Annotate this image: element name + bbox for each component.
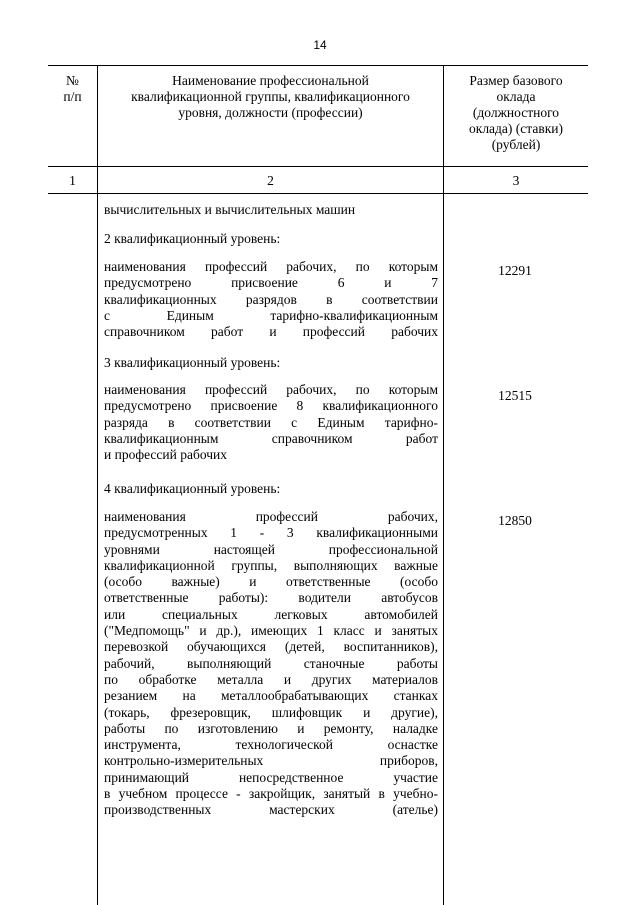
header-number-line: № [66, 73, 79, 88]
description-line: предусмотрено присвоение 8 квалификационного [104, 398, 438, 414]
page-number: 14 [313, 38, 327, 52]
level-2-description [104, 259, 438, 340]
header-name-line: уровня, должности (профессии) [178, 105, 363, 120]
level-3-salary: 12515 [498, 388, 532, 403]
description-line: работы по изготовлению и ремонту, наладке [104, 720, 438, 736]
column-divider-1 [97, 65, 98, 905]
header-number-line: п/п [63, 89, 82, 104]
description-line: в учебном процессе - закройщик, занятый в учебно- [104, 786, 438, 802]
column-number-3: 3 [512, 173, 520, 188]
description-line: инструмента, технологической оснастке [104, 737, 438, 753]
level-4-description [104, 509, 438, 819]
header-salary-line: оклада [496, 89, 536, 104]
description-line: и профессий рабочих [104, 447, 227, 463]
description-line: контрольно-измерительных приборов, [104, 753, 438, 769]
header-name [98, 73, 443, 121]
description-line: по обработке металла и других материалов [104, 671, 438, 687]
level-3-title: 3 квалификационный уровень: [104, 355, 281, 370]
column-divider-2 [443, 65, 444, 905]
header-salary [444, 73, 588, 153]
description-line: наименования профессий рабочих, по которым [104, 259, 438, 274]
description-line: рабочий, выполняющий станочные работы [104, 655, 438, 671]
description-line: уровнями настоящей профессиональной [104, 541, 438, 557]
header-bottom-border [48, 166, 588, 167]
level-4-salary: 12850 [498, 513, 532, 528]
description-line: ответственные работы): водители автобусов [104, 590, 438, 606]
description-line: резанием на металлообрабатывающих станках [104, 688, 438, 704]
description-line: принимающий непосредственное участие [104, 769, 438, 785]
table-top-border [48, 65, 588, 66]
description-line: ("Медпомощь" и др.), имеющих 1 класс и занятых [104, 623, 438, 639]
description-line: разряда в соответствии с Единым тарифно- [104, 414, 438, 430]
description-line: квалификационным справочником работ [104, 430, 438, 446]
column-numbers-bottom-border [48, 193, 588, 194]
description-line: (токарь, фрезеровщик, шлифовщик и другие), [104, 704, 438, 720]
level-3-description [104, 382, 438, 463]
header-salary-line: (должностного [472, 105, 560, 120]
description-line: предусмотрено присвоение 6 и 7 [104, 275, 438, 291]
description-line: предусмотренных 1 - 3 квалификационными [104, 525, 438, 541]
column-number-1: 1 [69, 173, 76, 188]
header-name-line: квалификационной группы, квалификационного [131, 89, 410, 104]
description-line: наименования профессий рабочих, по которым [104, 382, 438, 397]
description-line: (особо важные) и ответственные (особо [104, 574, 438, 590]
description-line: с Единым тарифно-квалификационным [104, 307, 438, 323]
continuation-text: вычислительных и вычислительных машин [104, 202, 356, 217]
description-line: перевозкой обучающихся (детей, воспитанников), [104, 639, 438, 655]
description-line: квалификационной группы, выполняющих важные [104, 557, 438, 573]
header-salary-line: оклада) (ставки) [469, 121, 563, 136]
description-line: наименования профессий рабочих, [104, 509, 438, 524]
header-name-line: Наименование профессиональной [172, 73, 369, 88]
header-salary-line: Размер базового [469, 73, 563, 88]
description-line: или специальных легковых автомобилей [104, 606, 438, 622]
header-salary-line: (рублей) [491, 137, 541, 152]
column-number-2: 2 [267, 173, 274, 188]
level-2-title: 2 квалификационный уровень: [104, 231, 281, 246]
level-2-salary: 12291 [498, 263, 532, 278]
description-line: производственных мастерских (ателье) [104, 802, 438, 818]
header-number [48, 73, 97, 105]
description-line: справочником работ и профессий рабочих [104, 324, 438, 340]
description-line: квалификационных разрядов в соответствии [104, 291, 438, 307]
level-4-title: 4 квалификационный уровень: [104, 481, 281, 496]
